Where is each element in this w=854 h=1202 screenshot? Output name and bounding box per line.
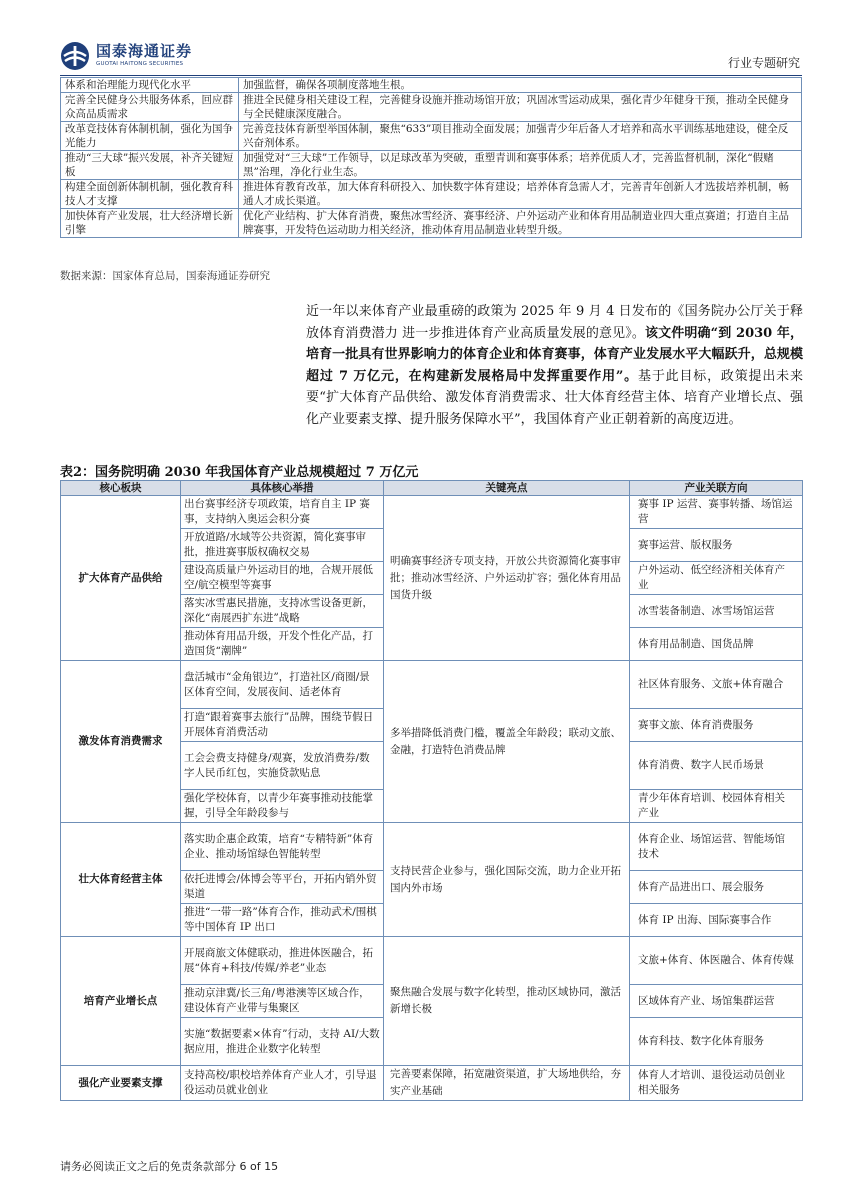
measure-cell: 落实冰雪惠民措施，支持冰雪设备更新，深化“南展西扩东进”战略 xyxy=(181,595,384,628)
policy-item: 完善全民健身公共服务体系，回应群众高品质需求 xyxy=(61,93,239,122)
body-paragraph xyxy=(306,301,803,430)
direction-cell: 区域体育产业、场馆集群运营 xyxy=(630,985,803,1018)
measure-cell: 落实助企惠企政策，培育“专精特新”体育企业、推动场馆绿色智能转型 xyxy=(181,823,384,871)
policy-measure: 推进全民健身相关建设工程，完善健身设施并推动场馆开放；巩固冰雪运动成果，强化青少年健身干预，推动全民健身与全民健康深度融合。 xyxy=(239,93,802,122)
section-name: 扩大体育产品供给 xyxy=(61,496,181,661)
policy-item: 体系和治理能力现代化水平 xyxy=(61,78,239,93)
logo-mark-icon xyxy=(60,41,90,71)
column-header: 具体核心举措 xyxy=(181,481,384,496)
page-footer: 请务必阅读正文之后的免责条款部分 6 of 15 xyxy=(60,1160,279,1173)
data-source: 数据来源：国家体育总局，国泰海通证券研究 xyxy=(60,270,270,282)
direction-cell: 赛事文旅、体育消费服务 xyxy=(630,709,803,742)
direction-cell: 体育用品制造、国货品牌 xyxy=(630,628,803,661)
direction-cell: 体育企业、场馆运营、智能场馆技术 xyxy=(630,823,803,871)
direction-cell: 青少年体育培训、校园体育相关产业 xyxy=(630,790,803,823)
measure-cell: 推进“一带一路”体育合作，推动武术/围棋等中国体育 IP 出口 xyxy=(181,904,384,937)
measure-cell: 依托进博会/体博会等平台，开拓内销外贸渠道 xyxy=(181,871,384,904)
table-row xyxy=(61,209,802,238)
highlight-cell: 支持民营企业参与，强化国际交流，助力企业开拓国内外市场 xyxy=(384,823,630,937)
page-header xyxy=(60,40,802,76)
measure-cell: 打造“跟着赛事去旅行”品牌，围绕节假日开展体育消费活动 xyxy=(181,709,384,742)
direction-cell: 体育科技、数字化体育服务 xyxy=(630,1018,803,1066)
policy-measure: 完善竞技体育新型举国体制，聚焦“633”项目推动全面发展；加强青少年后备人才培养和高水平训练基地建设，健全反兴奋剂体系。 xyxy=(239,122,802,151)
table-row xyxy=(61,496,803,529)
highlight-cell: 完善要素保障，拓宽融资渠道，扩大场地供给，夯实产业基础 xyxy=(384,1066,630,1101)
measure-cell: 实施“数据要素×体育”行动，支持 AI/大数据应用，推进企业数字化转型 xyxy=(181,1018,384,1066)
policy-item: 推动“三大球”振兴发展，补齐关键短板 xyxy=(61,151,239,180)
highlight-cell: 多举措降低消费门槛，覆盖全年龄段；联动文旅、金融，打造特色消费品牌 xyxy=(384,661,630,823)
table-row xyxy=(61,93,802,122)
measure-cell: 推动体育用品升级，开发个性化产品，打造国货“潮牌” xyxy=(181,628,384,661)
direction-cell: 冰雪装备制造、冰雪场馆运营 xyxy=(630,595,803,628)
measure-cell: 开展商旅文体健联动，推进体医融合，拓展“体育+科技/传媒/养老”业态 xyxy=(181,937,384,985)
measure-cell: 开放道路/水域等公共资源，简化赛事审批，推进赛事版权确权交易 xyxy=(181,529,384,562)
direction-cell: 体育 IP 出海、国际赛事合作 xyxy=(630,904,803,937)
measure-cell: 建设高质量户外运动目的地，合规开展低空/航空模型等赛事 xyxy=(181,562,384,595)
section-name: 强化产业要素支撑 xyxy=(61,1066,181,1101)
policy-measure: 加强监督，确保各项制度落地生根。 xyxy=(239,78,802,93)
paragraph-intro: 近一年以来体育产业最重磅的政策为 2025 年 9 月 4 日发布的《国务院办公厅关于释放体育消费潜力 进一步推进体育产业高质量发展的意见》。 xyxy=(306,304,803,341)
column-header: 关键亮点 xyxy=(384,481,630,496)
direction-cell: 体育消费、数字人民币场景 xyxy=(630,742,803,790)
table-row xyxy=(61,180,802,209)
highlight-cell: 聚焦融合发展与数字化转型，推动区域协同，激活新增长极 xyxy=(384,937,630,1066)
direction-cell: 赛事 IP 运营、赛事转播、场馆运营 xyxy=(630,496,803,529)
section-name: 激发体育消费需求 xyxy=(61,661,181,823)
direction-cell: 体育人才培训、退役运动员创业相关服务 xyxy=(630,1066,803,1101)
document-type: 行业专题研究 xyxy=(727,56,800,70)
section-name: 壮大体育经营主体 xyxy=(61,823,181,937)
measure-cell: 强化学校体育，以青少年赛事推动技能掌握，引导全年龄段参与 xyxy=(181,790,384,823)
table-row xyxy=(61,937,803,985)
direction-cell: 社区体育服务、文旅+体育融合 xyxy=(630,661,803,709)
policy-measure: 优化产业结构、扩大体育消费，聚焦冰雪经济、赛事经济、户外运动产业和体育用品制造业四大重点赛道；打造自主品牌赛事，开发特色运动助力相关经济，推动体育用品制造业转型升级。 xyxy=(239,209,802,238)
column-header: 核心板块 xyxy=(61,481,181,496)
table-row xyxy=(61,1066,803,1101)
direction-cell: 户外运动、低空经济相关体育产业 xyxy=(630,562,803,595)
policy-table-continued xyxy=(60,77,802,238)
table-row xyxy=(61,78,802,93)
paragraph-highlight: 该文件明确“到 2030 年，培育一批具有世界影响力的体育企业和体育赛事，体育产业发展水平大幅跃升，总规模超过 7 万亿元，在构建新发展格局中发挥重要作用”。 xyxy=(306,325,803,384)
table-row xyxy=(61,122,802,151)
table-row xyxy=(61,823,803,871)
measure-cell: 支持高校/职校培养体育产业人才，引导退役运动员就业创业 xyxy=(181,1066,384,1101)
direction-cell: 赛事运营、版权服务 xyxy=(630,529,803,562)
measure-cell: 工会会费支持健身/观赛，发放消费券/数字人民币红包，实施贷款贴息 xyxy=(181,742,384,790)
policy-measure: 加强党对“三大球”工作领导，以足球改革为突破，重塑青训和赛事体系；培养优质人才，完善监督机制，深化“假赌黑”治理，净化行业生态。 xyxy=(239,151,802,180)
table-header-row xyxy=(61,481,803,496)
column-header: 产业关联方向 xyxy=(630,481,803,496)
direction-cell: 文旅+体育、体医融合、体育传媒 xyxy=(630,937,803,985)
highlight-cell: 明确赛事经济专项支持，开放公共资源简化赛事审批；推动冰雪经济、户外运动扩容；强化体育用品国货升级 xyxy=(384,496,630,661)
company-logo xyxy=(60,40,192,72)
measure-cell: 推动京津冀/长三角/粤港澳等区域合作，建设体育产业带与集聚区 xyxy=(181,985,384,1018)
policy-item: 加快体育产业发展，壮大经济增长新引擎 xyxy=(61,209,239,238)
policy-item: 改革竞技体育体制机制，强化为国争光能力 xyxy=(61,122,239,151)
direction-cell: 体育产品进出口、展会服务 xyxy=(630,871,803,904)
industry-plan-table xyxy=(60,480,803,1101)
table-title: 表2：国务院明确 2030 年我国体育产业总规模超过 7 万亿元 xyxy=(60,465,419,480)
policy-measure: 推进体育教育改革，加大体育科研投入、加快数字体育建设；培养体育急需人才，完善青年创新人才选拔培养机制，畅通人才成长渠道。 xyxy=(239,180,802,209)
paragraph-conclusion: 基于此目标，政策提出未来要“扩大体育产品供给、激发体育消费需求、壮大体育经营主体、培育产业增长点、强化产业要素支撑、提升服务保障水平”，我国体育产业正朝着新的高度迈进。 xyxy=(306,368,803,427)
table-row xyxy=(61,151,802,180)
policy-item: 构建全面创新体制机制，强化教育科技人才支撑 xyxy=(61,180,239,209)
measure-cell: 出台赛事经济专项政策，培育自主 IP 赛事，支持纳入奥运会积分赛 xyxy=(181,496,384,529)
logo-name-en: GUOTAI HAITONG SECURITIES xyxy=(96,61,184,68)
section-name: 培育产业增长点 xyxy=(61,937,181,1066)
logo-name-cn: 国泰海通证券 xyxy=(96,42,193,61)
table-row xyxy=(61,661,803,709)
measure-cell: 盘活城市“金角银边”，打造社区/商圈/景区体育空间，发展夜间、适老体育 xyxy=(181,661,384,709)
